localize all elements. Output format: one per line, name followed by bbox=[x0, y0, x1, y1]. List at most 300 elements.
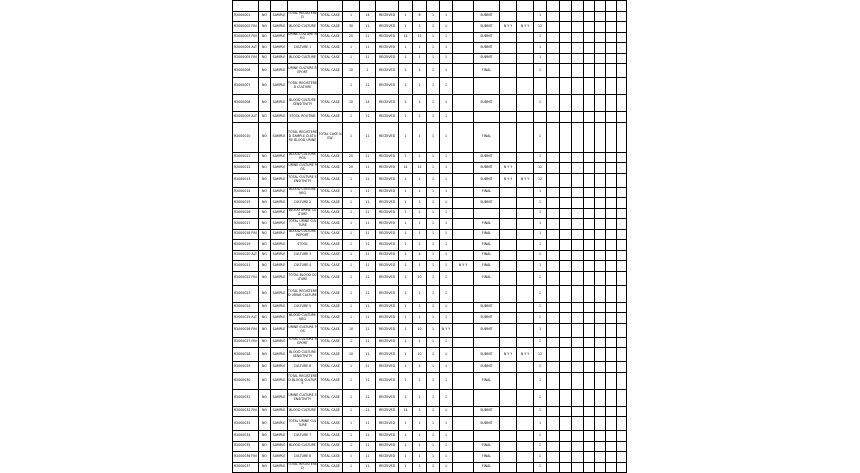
table-cell bbox=[517, 462, 534, 473]
table-cell: 11 bbox=[360, 462, 376, 473]
table-cell: 11 bbox=[360, 313, 376, 324]
table-cell: 1 bbox=[343, 112, 360, 123]
table-cell bbox=[500, 95, 517, 112]
table-cell: 1 bbox=[413, 313, 427, 324]
table-cell bbox=[617, 372, 627, 389]
table-cell bbox=[595, 53, 606, 64]
table-cell: 1 bbox=[413, 261, 427, 272]
table-cell: 1 bbox=[440, 11, 453, 22]
table-cell bbox=[584, 152, 595, 163]
table-cell bbox=[517, 441, 534, 452]
table-row bbox=[233, 348, 627, 362]
table-cell bbox=[343, 1, 360, 12]
table-cell: 1 bbox=[413, 462, 427, 473]
table-cell bbox=[572, 285, 584, 302]
table-cell bbox=[572, 313, 584, 324]
table-cell: 1 bbox=[427, 32, 440, 43]
table-cell: R2000024 bbox=[233, 302, 259, 313]
table-cell: TOTAL URINE CULTURE bbox=[288, 219, 318, 230]
table-cell bbox=[474, 285, 500, 302]
table-cell: SAMPLE bbox=[271, 64, 288, 78]
table-cell: 1 bbox=[399, 431, 413, 442]
table-cell bbox=[617, 229, 627, 240]
table-cell: RECEIVED bbox=[376, 122, 399, 152]
table-cell bbox=[572, 389, 584, 406]
table-cell: URINE CULTURE POS bbox=[288, 163, 318, 174]
table-cell bbox=[606, 452, 617, 463]
table-cell: 1 bbox=[399, 302, 413, 313]
table-cell: 1 bbox=[427, 452, 440, 463]
table-cell bbox=[606, 11, 617, 22]
table-cell bbox=[595, 362, 606, 373]
table-cell bbox=[453, 431, 474, 442]
table-cell bbox=[547, 173, 560, 187]
table-cell: 1 bbox=[413, 285, 427, 302]
table-cell bbox=[584, 417, 595, 431]
table-cell bbox=[547, 64, 560, 78]
table-cell: 6 bbox=[413, 11, 427, 22]
table-cell bbox=[517, 152, 534, 163]
table-cell bbox=[595, 462, 606, 473]
table-row bbox=[233, 173, 627, 187]
table-cell bbox=[560, 152, 572, 163]
table-cell bbox=[617, 452, 627, 463]
table-cell bbox=[617, 250, 627, 261]
table-cell bbox=[547, 462, 560, 473]
table-cell bbox=[595, 163, 606, 174]
table-cell: 1 bbox=[413, 122, 427, 152]
table-cell: 1 bbox=[399, 348, 413, 362]
table-cell: TOTAL CASE bbox=[318, 32, 343, 43]
table-cell: 1 bbox=[343, 313, 360, 324]
table-cell: R2000017 bbox=[233, 219, 259, 230]
table-cell bbox=[517, 261, 534, 272]
table-cell: SUBMIT bbox=[474, 198, 500, 209]
table-cell bbox=[474, 1, 500, 12]
table-cell: 1 bbox=[413, 112, 427, 123]
table-cell: 1 bbox=[534, 441, 547, 452]
table-cell: 1 bbox=[399, 11, 413, 22]
table-cell: 1 bbox=[440, 261, 453, 272]
table-cell: 1 bbox=[534, 187, 547, 198]
table-cell: R2000028 bbox=[233, 348, 259, 362]
table-cell bbox=[560, 348, 572, 362]
table-cell bbox=[617, 32, 627, 43]
table-cell: RECEIVED bbox=[376, 112, 399, 123]
table-cell: TOTAL REGISTERED BLOOD CULTURE bbox=[288, 372, 318, 389]
table-cell bbox=[617, 240, 627, 251]
table-cell bbox=[500, 112, 517, 123]
table-row bbox=[233, 219, 627, 230]
table-cell: RECEIVED bbox=[376, 152, 399, 163]
table-cell bbox=[453, 208, 474, 219]
table-cell: SUBMIT bbox=[474, 43, 500, 54]
table-cell bbox=[606, 261, 617, 272]
table-cell: 1 bbox=[399, 95, 413, 112]
table-cell bbox=[595, 95, 606, 112]
table-cell: 1 bbox=[343, 43, 360, 54]
table-cell bbox=[547, 250, 560, 261]
table-cell: BLOOD CULTURE SENSITIVITY bbox=[288, 348, 318, 362]
table-cell: RECEIVED bbox=[376, 78, 399, 95]
table-cell: URINE CULTURE POS bbox=[288, 323, 318, 337]
table-cell bbox=[474, 337, 500, 348]
table-cell bbox=[547, 32, 560, 43]
table-cell: SAMPLE bbox=[271, 441, 288, 452]
table-cell bbox=[595, 271, 606, 285]
table-cell bbox=[606, 53, 617, 64]
table-cell: 11 bbox=[360, 229, 376, 240]
table-cell: RECEIVED bbox=[376, 417, 399, 431]
table-cell: NO bbox=[259, 261, 271, 272]
table-cell: TOTAL CASE bbox=[318, 323, 343, 337]
table-cell bbox=[259, 1, 271, 12]
table-cell: TOTAL CASE bbox=[318, 112, 343, 123]
table-cell: FINAL bbox=[474, 250, 500, 261]
table-cell: R2000005 FIN bbox=[233, 53, 259, 64]
spreadsheet-page bbox=[232, 0, 626, 471]
table-cell: 1 bbox=[427, 323, 440, 337]
table-cell bbox=[584, 95, 595, 112]
table-cell bbox=[500, 431, 517, 442]
table-cell bbox=[453, 406, 474, 417]
table-cell bbox=[606, 163, 617, 174]
table-cell: N Y Y bbox=[517, 22, 534, 33]
table-cell: SUBMIT bbox=[474, 417, 500, 431]
table-cell: NO bbox=[259, 431, 271, 442]
table-cell bbox=[606, 22, 617, 33]
table-cell bbox=[560, 462, 572, 473]
table-cell: 1 bbox=[399, 285, 413, 302]
table-cell: 1 bbox=[440, 32, 453, 43]
table-cell bbox=[606, 417, 617, 431]
table-cell: RECEIVED bbox=[376, 337, 399, 348]
table-cell bbox=[617, 302, 627, 313]
table-cell: SAMPLE bbox=[271, 431, 288, 442]
table-cell bbox=[517, 313, 534, 324]
table-cell bbox=[271, 1, 288, 12]
table-cell: SAMPLE bbox=[271, 152, 288, 163]
table-cell bbox=[606, 240, 617, 251]
table-cell bbox=[547, 78, 560, 95]
table-cell bbox=[517, 53, 534, 64]
table-cell: 11 bbox=[360, 389, 376, 406]
table-cell bbox=[617, 389, 627, 406]
table-cell: 20 bbox=[343, 152, 360, 163]
table-cell: TOTAL CASE bbox=[318, 219, 343, 230]
table-cell: 1 bbox=[427, 229, 440, 240]
table-cell bbox=[572, 240, 584, 251]
table-cell: 11 bbox=[360, 53, 376, 64]
table-cell: R2000020 ALT bbox=[233, 250, 259, 261]
table-cell bbox=[560, 43, 572, 54]
table-cell: 11 bbox=[360, 362, 376, 373]
table-cell: SAMPLE bbox=[271, 112, 288, 123]
table-cell: 1 bbox=[427, 173, 440, 187]
table-cell bbox=[595, 250, 606, 261]
table-cell bbox=[606, 78, 617, 95]
table-cell: R2000009 ALT bbox=[233, 112, 259, 123]
table-cell bbox=[500, 250, 517, 261]
table-cell bbox=[500, 53, 517, 64]
table-cell: 10 bbox=[343, 348, 360, 362]
table-cell: 11 bbox=[360, 78, 376, 95]
table-row bbox=[233, 271, 627, 285]
table-cell: 1 bbox=[427, 122, 440, 152]
table-cell bbox=[606, 64, 617, 78]
table-cell: 14 bbox=[360, 11, 376, 22]
table-cell bbox=[617, 64, 627, 78]
table-cell: 1 bbox=[399, 441, 413, 452]
table-cell: SAMPLE bbox=[271, 95, 288, 112]
table-cell: SUBMIT bbox=[474, 348, 500, 362]
table-cell bbox=[500, 452, 517, 463]
table-cell: SUBMIT bbox=[474, 53, 500, 64]
table-cell bbox=[617, 22, 627, 33]
table-cell: SAMPLE bbox=[271, 362, 288, 373]
table-cell: SAMPLE bbox=[271, 348, 288, 362]
table-cell: 1 bbox=[399, 173, 413, 187]
table-cell: TOTAL CASE bbox=[318, 261, 343, 272]
table-cell: RECEIVED bbox=[376, 372, 399, 389]
table-cell: SAMPLE bbox=[271, 250, 288, 261]
table-cell: SUBMIT bbox=[474, 302, 500, 313]
table-cell: 11 bbox=[360, 43, 376, 54]
table-cell: RECEIVED bbox=[376, 219, 399, 230]
table-cell bbox=[560, 271, 572, 285]
table-cell bbox=[547, 53, 560, 64]
table-cell: 1 bbox=[534, 198, 547, 209]
table-cell: 1 bbox=[399, 198, 413, 209]
table-cell: R2000022 FIN bbox=[233, 271, 259, 285]
table-cell bbox=[517, 32, 534, 43]
table-cell: NO bbox=[259, 302, 271, 313]
table-cell: CULTURE 3 bbox=[288, 250, 318, 261]
table-cell: 1 bbox=[399, 389, 413, 406]
table-cell bbox=[584, 11, 595, 22]
table-cell bbox=[560, 417, 572, 431]
table-cell bbox=[572, 1, 584, 12]
table-cell bbox=[606, 441, 617, 452]
table-cell: SAMPLE bbox=[271, 285, 288, 302]
table-cell bbox=[617, 417, 627, 431]
table-cell: SAMPLE bbox=[271, 53, 288, 64]
table-cell bbox=[606, 323, 617, 337]
table-cell: R2000004 ALT bbox=[233, 43, 259, 54]
table-cell: 1 bbox=[440, 64, 453, 78]
table-cell: 10 bbox=[413, 348, 427, 362]
table-cell bbox=[617, 208, 627, 219]
table-cell bbox=[606, 337, 617, 348]
table-cell: 1 bbox=[413, 431, 427, 442]
table-cell: 1 bbox=[343, 173, 360, 187]
table-cell: SUBMIT bbox=[474, 323, 500, 337]
table-cell: 1 bbox=[440, 187, 453, 198]
table-cell bbox=[606, 362, 617, 373]
table-cell: NO bbox=[259, 11, 271, 22]
table-cell: 1 bbox=[427, 271, 440, 285]
table-cell: R2000026 FIN bbox=[233, 323, 259, 337]
table-cell: NO bbox=[259, 389, 271, 406]
table-cell bbox=[606, 313, 617, 324]
table-cell: RECEIVED bbox=[376, 313, 399, 324]
table-cell: TOTAL CASE bbox=[318, 431, 343, 442]
table-cell: 1 bbox=[343, 372, 360, 389]
table-cell: RECEIVED bbox=[376, 53, 399, 64]
table-cell: R2000013 bbox=[233, 173, 259, 187]
table-cell: SAMPLE bbox=[271, 302, 288, 313]
table-cell bbox=[584, 198, 595, 209]
table-cell: NO bbox=[259, 323, 271, 337]
table-cell: URINE CULTURE NEG bbox=[288, 32, 318, 43]
table-cell bbox=[517, 112, 534, 123]
table-cell bbox=[572, 441, 584, 452]
table-cell bbox=[617, 337, 627, 348]
table-cell bbox=[572, 95, 584, 112]
table-cell: RECEIVED bbox=[376, 240, 399, 251]
table-cell: 1 bbox=[399, 152, 413, 163]
table-cell bbox=[547, 187, 560, 198]
table-cell: TOTAL CASE bbox=[318, 462, 343, 473]
table-cell bbox=[606, 271, 617, 285]
table-cell bbox=[547, 441, 560, 452]
table-cell: SAMPLE bbox=[271, 323, 288, 337]
table-cell: 1 bbox=[440, 152, 453, 163]
table-cell: RECEIVED bbox=[376, 163, 399, 174]
table-cell bbox=[500, 78, 517, 95]
table-cell bbox=[560, 323, 572, 337]
table-cell bbox=[547, 112, 560, 123]
table-cell: 1 bbox=[343, 240, 360, 251]
table-cell bbox=[560, 78, 572, 95]
table-cell: SAMPLE bbox=[271, 32, 288, 43]
table-cell: TOTAL CULTURE REPORT bbox=[288, 337, 318, 348]
table-cell bbox=[376, 1, 399, 12]
table-cell bbox=[517, 362, 534, 373]
table-cell: 1 bbox=[440, 431, 453, 442]
table-cell bbox=[517, 198, 534, 209]
table-cell: 1 bbox=[399, 250, 413, 261]
table-cell: N Y Y bbox=[500, 163, 517, 174]
table-cell: 1 bbox=[440, 78, 453, 95]
table-cell bbox=[547, 240, 560, 251]
table-cell: 1 bbox=[534, 11, 547, 22]
table-cell bbox=[595, 1, 606, 12]
table-cell bbox=[595, 302, 606, 313]
table-cell bbox=[453, 219, 474, 230]
table-cell bbox=[560, 229, 572, 240]
table-cell bbox=[517, 219, 534, 230]
table-cell: 1 bbox=[343, 302, 360, 313]
table-cell: 14 bbox=[399, 406, 413, 417]
table-cell bbox=[453, 348, 474, 362]
table-cell: N Y Y bbox=[517, 348, 534, 362]
table-cell bbox=[606, 406, 617, 417]
table-cell bbox=[584, 462, 595, 473]
table-cell: 1 bbox=[534, 302, 547, 313]
table-cell bbox=[500, 1, 517, 12]
table-cell: R2000007 bbox=[233, 78, 259, 95]
table-cell bbox=[572, 348, 584, 362]
table-row bbox=[233, 452, 627, 463]
table-cell bbox=[560, 11, 572, 22]
table-cell: NO bbox=[259, 229, 271, 240]
table-cell: SUBMIT bbox=[474, 152, 500, 163]
table-cell bbox=[560, 64, 572, 78]
table-cell bbox=[606, 250, 617, 261]
table-cell: 1 bbox=[360, 64, 376, 78]
table-cell bbox=[595, 11, 606, 22]
table-cell: SAMPLE bbox=[271, 271, 288, 285]
table-cell: N Y Y bbox=[517, 173, 534, 187]
table-cell bbox=[517, 323, 534, 337]
table-cell: 1 bbox=[440, 22, 453, 33]
table-cell: NO bbox=[259, 208, 271, 219]
table-cell: SUBMIT bbox=[474, 362, 500, 373]
table-cell: SUBMIT bbox=[474, 173, 500, 187]
table-cell bbox=[572, 362, 584, 373]
table-cell bbox=[560, 208, 572, 219]
table-cell: 11 bbox=[360, 198, 376, 209]
table-cell: 1 bbox=[440, 95, 453, 112]
table-cell bbox=[453, 462, 474, 473]
table-cell: 1 bbox=[427, 64, 440, 78]
table-cell: R2000029 bbox=[233, 362, 259, 373]
table-cell bbox=[399, 1, 413, 12]
table-cell: 1 bbox=[534, 250, 547, 261]
table-cell: RECEIVED bbox=[376, 11, 399, 22]
table-cell bbox=[560, 95, 572, 112]
table-cell bbox=[547, 219, 560, 230]
table-row bbox=[233, 362, 627, 373]
table-cell: SAMPLE bbox=[271, 261, 288, 272]
table-cell bbox=[453, 112, 474, 123]
table-cell bbox=[547, 313, 560, 324]
table-cell bbox=[572, 417, 584, 431]
table-cell bbox=[360, 1, 376, 12]
table-cell: SAMPLE bbox=[271, 78, 288, 95]
table-cell: R2000001 bbox=[233, 11, 259, 22]
table-cell bbox=[572, 208, 584, 219]
table-cell: RECEIVED bbox=[376, 95, 399, 112]
table-cell: 1 bbox=[440, 417, 453, 431]
table-cell bbox=[584, 441, 595, 452]
table-cell bbox=[453, 285, 474, 302]
table-cell: R2000016 bbox=[233, 208, 259, 219]
table-cell: 1 bbox=[534, 417, 547, 431]
table-cell: RECEIVED bbox=[376, 362, 399, 373]
table-cell: 1 bbox=[534, 389, 547, 406]
table-cell bbox=[572, 78, 584, 95]
table-cell bbox=[606, 112, 617, 123]
table-cell: TOTAL CULTURE SENSITIVITY bbox=[288, 173, 318, 187]
table-cell: 1 bbox=[399, 337, 413, 348]
table-cell: CULTURE 1 bbox=[288, 43, 318, 54]
table-cell bbox=[517, 95, 534, 112]
table-cell bbox=[584, 173, 595, 187]
table-cell bbox=[572, 406, 584, 417]
table-cell bbox=[474, 112, 500, 123]
table-cell bbox=[595, 389, 606, 406]
table-cell bbox=[606, 43, 617, 54]
table-cell: 1 bbox=[534, 32, 547, 43]
table-cell bbox=[584, 187, 595, 198]
table-cell: 12 bbox=[534, 163, 547, 174]
table-cell: 1 bbox=[427, 198, 440, 209]
table-cell bbox=[572, 198, 584, 209]
table-cell: 1 bbox=[427, 187, 440, 198]
table-cell: TOTAL URINE CULTURE bbox=[288, 417, 318, 431]
